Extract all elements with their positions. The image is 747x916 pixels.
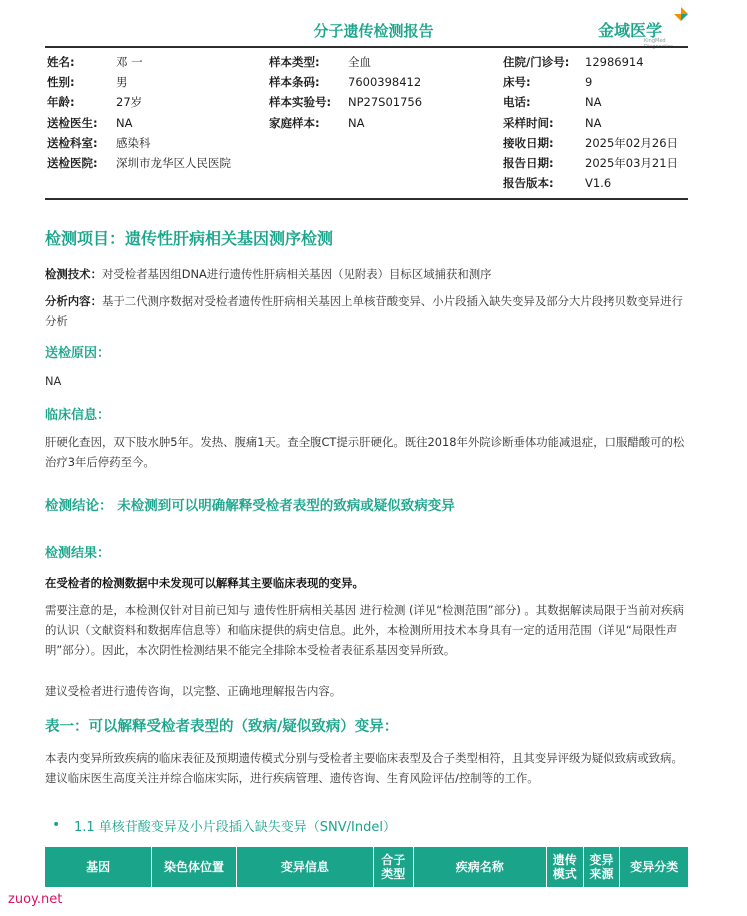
department-label: 送检科室: [47,136,98,150]
col-chromosome-position: 染色体位置 [152,847,236,887]
analysis-label: 分析内容： [45,294,102,308]
project-title: 检测项目：遗传性肝病相关基因测序检测 [45,229,334,248]
clinical-title: 临床信息： [45,408,111,423]
bullet-icon: • [52,817,61,833]
sampling-time-value: NA [585,116,602,130]
name-value: 邓 一 [116,55,143,69]
phone-label: 电话: [503,95,531,109]
company-logo [598,6,690,46]
inpatient-number-label: 住院/门诊号: [503,55,570,69]
sex-value: 男 [116,75,128,89]
technique-paragraph [45,264,691,284]
logo-mark-icon [673,6,689,22]
bed-label: 床号: [503,75,531,89]
received-date-value: 2025年02月26日 [585,136,679,150]
results-title: 检测结果： [45,546,111,561]
col-variant-classification: 变异分类 [630,860,679,874]
analysis-paragraph [45,291,691,331]
col-inheritance: 遗传模式 [547,847,584,887]
report-date-label: 报告日期: [503,156,554,170]
phone-value: NA [585,95,602,109]
conclusion-title: 检测结论： 未检测到可以明确解释受检者表型的致病或疑似致病变异 [45,498,455,514]
table1-title: 表一：可以解释受检者表型的（致病/疑似致病）变异： [45,719,399,735]
doctor-value: NA [116,116,133,130]
technique-label: 检测技术： [45,267,102,281]
results-summary: 在受检者的检测数据中未发现可以解释其主要临床表现的变异。 [45,576,364,590]
inpatient-number-value: 12986914 [585,55,644,69]
age-label: 年龄: [47,95,75,109]
bed-value: 9 [585,75,593,89]
col-disease-name: 疾病名称 [414,847,547,887]
col-zygosity: 合子类型 [374,847,414,887]
col-gene: 基因 [45,847,152,887]
logo-subtitle: KingMed [644,38,666,44]
analysis-text: 基于二代测序数据对受检者遗传性肝病相关基因上单核苷酸变异、小片段插入缺失变异及部分大片段拷贝数变异进行分析 [45,294,683,328]
reason-text: NA [45,374,62,388]
lab-number-label: 样本实验号: [269,95,332,109]
clinical-text: 肝硬化查因，双下肢水肿5年。发热、腹痛1天。查全腹CT提示肝硬化。既往2018年外院诊断垂体功能减退症，口服醋酸可的松治疗3年后停药至今。 [45,435,685,469]
sex-label: 性别: [47,75,75,89]
family-sample-value: NA [348,116,365,130]
reason-title: 送检原因： [45,346,111,361]
name-label: 姓名: [47,55,75,69]
snv-indel-subheading: 1.1 单核苷酸变异及小片段插入缺失变异（SNV/Indel） [74,820,396,835]
department-value: 感染科 [116,136,151,150]
hospital-label: 送检医院: [47,156,98,170]
lab-number-value: NP27S01756 [348,95,423,109]
sampling-time-label: 采样时间: [503,116,554,130]
report-version-label: 报告版本: [503,176,554,190]
logo-text: 金域医学 [598,21,663,40]
received-date-label: 接收日期: [503,136,554,150]
technique-text: 对受检者基因组DNA进行遗传性肝病相关基因（见附表）目标区域捕获和测序 [101,267,492,281]
report-title: 分子遗传检测报告 [313,22,434,40]
report-date-value: 2025年03月21日 [585,156,679,170]
sample-barcode-value: 7600398412 [348,75,422,89]
hospital-value: 深圳市龙华区人民医院 [116,156,231,170]
sample-type-value: 全血 [348,55,371,69]
sample-type-label: 样本类型: [269,55,320,69]
table1-description: 本表内变异所致疾病的临床表征及预期遗传模式分别与受检者主要临床表型及合子类型相符，且其变异评级为疑似致病或致病。建议临床医生高度关注并综合临床实际，进行疾病管理、遗传咨询、生育风险评估/控制等的工作。 [45,751,683,785]
header-divider [45,46,688,48]
age-value: 27岁 [116,95,143,109]
watermark: zuoy.net [8,892,63,907]
variant-table-header [45,847,688,887]
report-version-value: V1.6 [585,176,612,190]
family-sample-label: 家庭样本: [269,116,320,130]
col-variant-origin: 变异来源 [584,847,621,887]
results-disclaimer: 需要注意的是，本检测仅针对目前已知与 遗传性肝病相关基因 进行检测 (详见“检测范围”部分) 。其数据解读局限于当前对疾病的认识（文献资料和数据库信息等）和临床提供的病史信息。此外，本检测所用技术本身具有一定的适用范围（详见“局限性声明”部分）。因此，本次阴性检测结果不能完全排除本受检者表征系基因变异所致。 [45,603,684,657]
doctor-label: 送检医生: [47,116,98,130]
results-advice: 建议受检者进行遗传咨询，以完整、正确地理解报告内容。 [45,684,342,698]
sample-barcode-label: 样本条码: [269,75,320,89]
col-variant-info: 变异信息 [237,847,374,887]
info-divider [45,198,688,200]
